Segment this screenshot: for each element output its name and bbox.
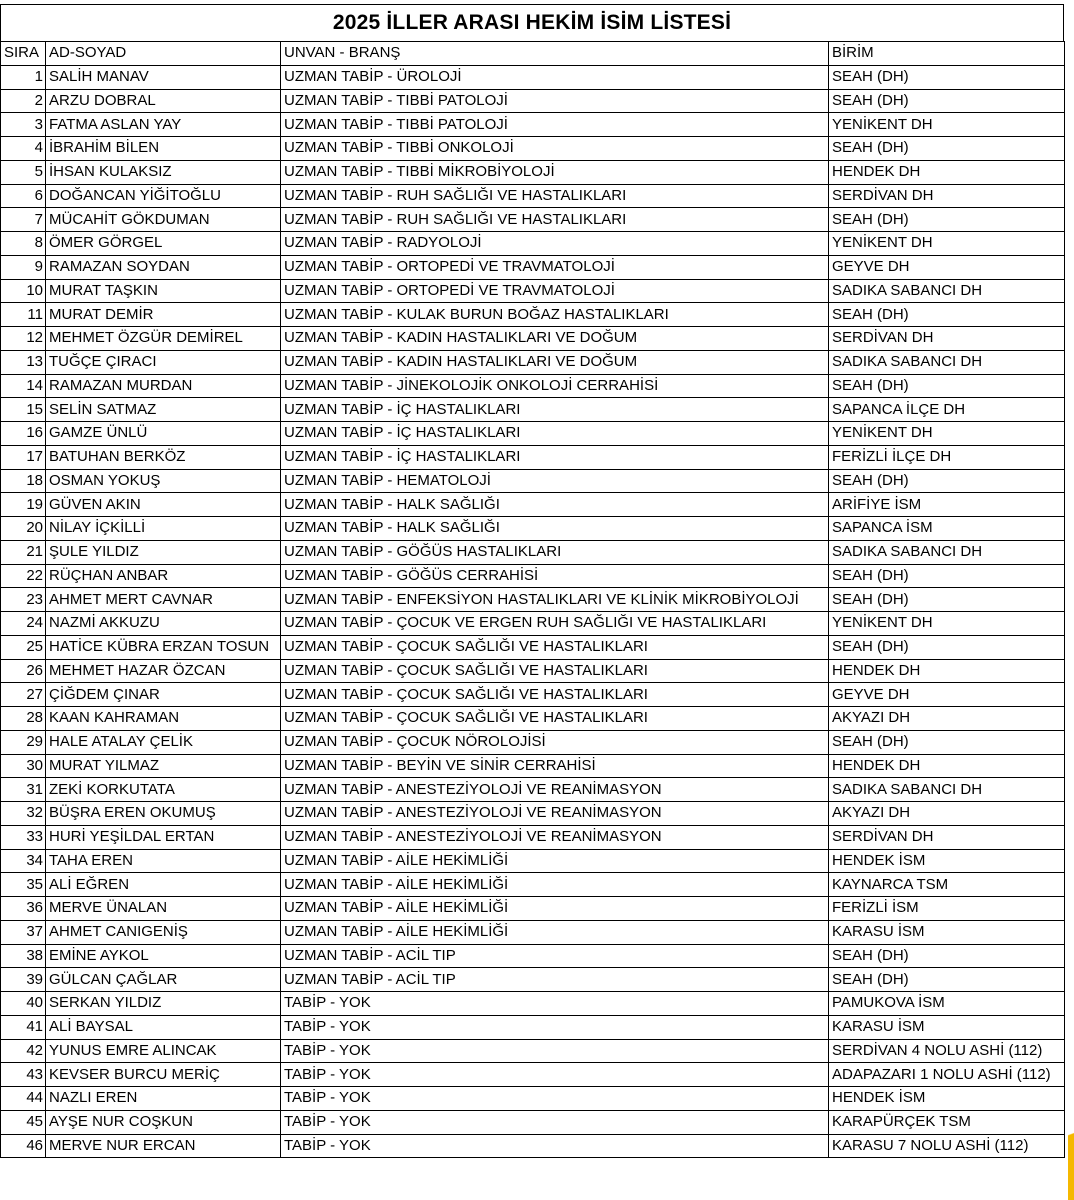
row-name-cell: GÜVEN AKIN [46, 493, 281, 517]
row-number-cell: 11 [1, 303, 46, 327]
row-birim-cell: SEAH (DH) [829, 374, 1065, 398]
row-name-cell: SALİH MANAV [46, 65, 281, 89]
row-name-cell: ZEKİ KORKUTATA [46, 778, 281, 802]
row-birim-cell: SERDİVAN 4 NOLU ASHİ (112) [829, 1039, 1065, 1063]
row-birim-cell: SEAH (DH) [829, 469, 1065, 493]
row-number-cell: 44 [1, 1087, 46, 1111]
row-unvan-cell: UZMAN TABİP - ORTOPEDİ VE TRAVMATOLOJİ [281, 279, 829, 303]
row-number-cell: 19 [1, 493, 46, 517]
row-name-cell: İHSAN KULAKSIZ [46, 160, 281, 184]
row-number-cell: 12 [1, 327, 46, 351]
row-name-cell: OSMAN YOKUŞ [46, 469, 281, 493]
table-row [1, 65, 1065, 89]
row-number-cell: 26 [1, 659, 46, 683]
row-unvan-cell: UZMAN TABİP - HALK SAĞLIĞI [281, 493, 829, 517]
table-row [1, 398, 1065, 422]
table-row [1, 873, 1065, 897]
row-unvan-cell: UZMAN TABİP - GÖĞÜS HASTALIKLARI [281, 540, 829, 564]
row-unvan-cell: UZMAN TABİP - ANESTEZİYOLOJİ VE REANİMASYON [281, 778, 829, 802]
row-number-cell: 36 [1, 897, 46, 921]
table-row [1, 1063, 1065, 1087]
row-birim-cell: SEAH (DH) [829, 635, 1065, 659]
table-row [1, 1015, 1065, 1039]
row-number-cell: 24 [1, 612, 46, 636]
row-birim-cell: PAMUKOVA İSM [829, 992, 1065, 1016]
table-row [1, 802, 1065, 826]
row-unvan-cell: UZMAN TABİP - ÇOCUK SAĞLIĞI VE HASTALIKLARI [281, 659, 829, 683]
row-number-cell: 28 [1, 707, 46, 731]
table-row [1, 1134, 1065, 1158]
row-birim-cell: SEAH (DH) [829, 208, 1065, 232]
table-row [1, 635, 1065, 659]
row-birim-cell: ADAPAZARI 1 NOLU ASHİ (112) [829, 1063, 1065, 1087]
row-birim-cell: HENDEK İSM [829, 849, 1065, 873]
row-unvan-cell: UZMAN TABİP - AİLE HEKİMLİĞİ [281, 897, 829, 921]
row-unvan-cell: UZMAN TABİP - TIBBİ ONKOLOJİ [281, 137, 829, 161]
row-birim-cell: SERDİVAN DH [829, 327, 1065, 351]
row-number-cell: 46 [1, 1134, 46, 1158]
table-row [1, 564, 1065, 588]
table-row [1, 422, 1065, 446]
row-unvan-cell: TABİP - YOK [281, 1063, 829, 1087]
row-name-cell: MERVE NUR ERCAN [46, 1134, 281, 1158]
table-row [1, 659, 1065, 683]
row-name-cell: TAHA EREN [46, 849, 281, 873]
row-unvan-cell: UZMAN TABİP - RUH SAĞLIĞI VE HASTALIKLARI [281, 184, 829, 208]
table-row [1, 825, 1065, 849]
row-unvan-cell: UZMAN TABİP - ÇOCUK SAĞLIĞI VE HASTALIKLARI [281, 683, 829, 707]
table-row [1, 184, 1065, 208]
accent-corner-mark [1068, 1098, 1074, 1200]
table-row [1, 445, 1065, 469]
table-body [1, 65, 1065, 1158]
row-unvan-cell: UZMAN TABİP - ANESTEZİYOLOJİ VE REANİMASYON [281, 825, 829, 849]
row-name-cell: RAMAZAN MURDAN [46, 374, 281, 398]
row-name-cell: GAMZE ÜNLÜ [46, 422, 281, 446]
row-name-cell: MEHMET ÖZGÜR DEMİREL [46, 327, 281, 351]
row-birim-cell: KARAPÜRÇEK TSM [829, 1110, 1065, 1134]
row-name-cell: RÜÇHAN ANBAR [46, 564, 281, 588]
row-name-cell: NAZLI EREN [46, 1087, 281, 1111]
row-name-cell: MURAT TAŞKIN [46, 279, 281, 303]
row-name-cell: ALİ BAYSAL [46, 1015, 281, 1039]
row-number-cell: 9 [1, 255, 46, 279]
row-unvan-cell: TABİP - YOK [281, 1039, 829, 1063]
row-birim-cell: SADIKA SABANCI DH [829, 279, 1065, 303]
row-unvan-cell: UZMAN TABİP - ORTOPEDİ VE TRAVMATOLOJİ [281, 255, 829, 279]
row-number-cell: 4 [1, 137, 46, 161]
table-row [1, 968, 1065, 992]
row-unvan-cell: UZMAN TABİP - HEMATOLOJİ [281, 469, 829, 493]
row-name-cell: BATUHAN BERKÖZ [46, 445, 281, 469]
row-birim-cell: SAPANCA İLÇE DH [829, 398, 1065, 422]
table-row [1, 730, 1065, 754]
row-name-cell: MURAT DEMİR [46, 303, 281, 327]
row-name-cell: MÜCAHİT GÖKDUMAN [46, 208, 281, 232]
row-number-cell: 6 [1, 184, 46, 208]
table-row [1, 1110, 1065, 1134]
row-name-cell: İBRAHİM BİLEN [46, 137, 281, 161]
row-name-cell: KAAN KAHRAMAN [46, 707, 281, 731]
row-birim-cell: SERDİVAN DH [829, 184, 1065, 208]
row-number-cell: 27 [1, 683, 46, 707]
row-name-cell: DOĞANCAN YİĞİTOĞLU [46, 184, 281, 208]
row-birim-cell: YENİKENT DH [829, 612, 1065, 636]
table-row [1, 540, 1065, 564]
header-sira: SIRA [1, 42, 46, 66]
row-unvan-cell: UZMAN TABİP - ÜROLOJİ [281, 65, 829, 89]
row-number-cell: 39 [1, 968, 46, 992]
row-name-cell: EMİNE AYKOL [46, 944, 281, 968]
row-number-cell: 8 [1, 232, 46, 256]
row-name-cell: AYŞE NUR COŞKUN [46, 1110, 281, 1134]
row-unvan-cell: TABİP - YOK [281, 992, 829, 1016]
row-unvan-cell: UZMAN TABİP - ÇOCUK NÖROLOJİSİ [281, 730, 829, 754]
row-number-cell: 3 [1, 113, 46, 137]
row-unvan-cell: TABİP - YOK [281, 1110, 829, 1134]
row-unvan-cell: UZMAN TABİP - HALK SAĞLIĞI [281, 517, 829, 541]
table-row [1, 232, 1065, 256]
row-number-cell: 35 [1, 873, 46, 897]
row-birim-cell: SEAH (DH) [829, 730, 1065, 754]
row-name-cell: FATMA ASLAN YAY [46, 113, 281, 137]
row-number-cell: 17 [1, 445, 46, 469]
row-unvan-cell: UZMAN TABİP - KULAK BURUN BOĞAZ HASTALIKLARI [281, 303, 829, 327]
table-row [1, 754, 1065, 778]
row-number-cell: 31 [1, 778, 46, 802]
row-number-cell: 16 [1, 422, 46, 446]
table-row [1, 350, 1065, 374]
row-number-cell: 23 [1, 588, 46, 612]
row-unvan-cell: UZMAN TABİP - KADIN HASTALIKLARI VE DOĞUM [281, 350, 829, 374]
row-number-cell: 2 [1, 89, 46, 113]
row-birim-cell: GEYVE DH [829, 255, 1065, 279]
row-unvan-cell: UZMAN TABİP - İÇ HASTALIKLARI [281, 398, 829, 422]
row-birim-cell: YENİKENT DH [829, 113, 1065, 137]
row-number-cell: 32 [1, 802, 46, 826]
row-number-cell: 13 [1, 350, 46, 374]
row-unvan-cell: UZMAN TABİP - TIBBİ MİKROBİYOLOJİ [281, 160, 829, 184]
row-unvan-cell: UZMAN TABİP - RADYOLOJİ [281, 232, 829, 256]
row-unvan-cell: UZMAN TABİP - ENFEKSİYON HASTALIKLARI VE KLİNİK MİKROBİYOLOJİ [281, 588, 829, 612]
row-name-cell: HALE ATALAY ÇELİK [46, 730, 281, 754]
row-unvan-cell: UZMAN TABİP - ANESTEZİYOLOJİ VE REANİMASYON [281, 802, 829, 826]
row-birim-cell: SEAH (DH) [829, 65, 1065, 89]
row-number-cell: 41 [1, 1015, 46, 1039]
row-unvan-cell: UZMAN TABİP - AİLE HEKİMLİĞİ [281, 873, 829, 897]
table-row [1, 208, 1065, 232]
table-row [1, 944, 1065, 968]
row-unvan-cell: UZMAN TABİP - İÇ HASTALIKLARI [281, 422, 829, 446]
table-row [1, 778, 1065, 802]
row-birim-cell: KAYNARCA TSM [829, 873, 1065, 897]
row-name-cell: AHMET MERT CAVNAR [46, 588, 281, 612]
row-unvan-cell: UZMAN TABİP - AİLE HEKİMLİĞİ [281, 920, 829, 944]
table-row [1, 255, 1065, 279]
row-name-cell: ALİ EĞREN [46, 873, 281, 897]
header-name: AD-SOYAD [46, 42, 281, 66]
row-name-cell: ŞULE YILDIZ [46, 540, 281, 564]
header-row [1, 42, 1065, 66]
row-birim-cell: HENDEK DH [829, 659, 1065, 683]
table-row [1, 89, 1065, 113]
table-row [1, 303, 1065, 327]
row-number-cell: 30 [1, 754, 46, 778]
row-unvan-cell: UZMAN TABİP - KADIN HASTALIKLARI VE DOĞUM [281, 327, 829, 351]
row-birim-cell: YENİKENT DH [829, 422, 1065, 446]
row-birim-cell: KARASU İSM [829, 1015, 1065, 1039]
row-unvan-cell: UZMAN TABİP - ACİL TIP [281, 968, 829, 992]
row-birim-cell: KARASU İSM [829, 920, 1065, 944]
table-row [1, 137, 1065, 161]
row-unvan-cell: TABİP - YOK [281, 1015, 829, 1039]
row-number-cell: 42 [1, 1039, 46, 1063]
row-name-cell: RAMAZAN SOYDAN [46, 255, 281, 279]
table-row [1, 920, 1065, 944]
table-row [1, 897, 1065, 921]
row-number-cell: 21 [1, 540, 46, 564]
row-number-cell: 14 [1, 374, 46, 398]
table-row [1, 612, 1065, 636]
row-birim-cell: FERİZLİ İLÇE DH [829, 445, 1065, 469]
row-number-cell: 33 [1, 825, 46, 849]
row-unvan-cell: UZMAN TABİP - JİNEKOLOJİK ONKOLOJİ CERRAHİSİ [281, 374, 829, 398]
row-name-cell: BÜŞRA EREN OKUMUŞ [46, 802, 281, 826]
row-birim-cell: SEAH (DH) [829, 137, 1065, 161]
row-birim-cell: HENDEK İSM [829, 1087, 1065, 1111]
row-name-cell: HATİCE KÜBRA ERZAN TOSUN [46, 635, 281, 659]
row-name-cell: KEVSER BURCU MERİÇ [46, 1063, 281, 1087]
row-number-cell: 29 [1, 730, 46, 754]
row-birim-cell: SADIKA SABANCI DH [829, 540, 1065, 564]
row-name-cell: MERVE ÜNALAN [46, 897, 281, 921]
table-row [1, 992, 1065, 1016]
table-row [1, 279, 1065, 303]
row-name-cell: HURİ YEŞİLDAL ERTAN [46, 825, 281, 849]
row-number-cell: 38 [1, 944, 46, 968]
row-birim-cell: GEYVE DH [829, 683, 1065, 707]
row-number-cell: 15 [1, 398, 46, 422]
table-row [1, 160, 1065, 184]
row-birim-cell: FERİZLİ İSM [829, 897, 1065, 921]
table-row [1, 517, 1065, 541]
row-unvan-cell: UZMAN TABİP - AİLE HEKİMLİĞİ [281, 849, 829, 873]
row-name-cell: AHMET CANIGENİŞ [46, 920, 281, 944]
row-unvan-cell: TABİP - YOK [281, 1134, 829, 1158]
row-number-cell: 7 [1, 208, 46, 232]
row-unvan-cell: UZMAN TABİP - BEYİN VE SİNİR CERRAHİSİ [281, 754, 829, 778]
row-name-cell: MURAT YILMAZ [46, 754, 281, 778]
row-unvan-cell: UZMAN TABİP - İÇ HASTALIKLARI [281, 445, 829, 469]
row-name-cell: ARZU DOBRAL [46, 89, 281, 113]
row-unvan-cell: UZMAN TABİP - ÇOCUK SAĞLIĞI VE HASTALIKLARI [281, 707, 829, 731]
row-unvan-cell: UZMAN TABİP - ÇOCUK VE ERGEN RUH SAĞLIĞI VE HASTALIKLARI [281, 612, 829, 636]
row-number-cell: 43 [1, 1063, 46, 1087]
row-birim-cell: SEAH (DH) [829, 89, 1065, 113]
table-row [1, 683, 1065, 707]
row-name-cell: ÖMER GÖRGEL [46, 232, 281, 256]
row-name-cell: NİLAY İÇKİLLİ [46, 517, 281, 541]
row-name-cell: SELİN SATMAZ [46, 398, 281, 422]
row-unvan-cell: UZMAN TABİP - ÇOCUK SAĞLIĞI VE HASTALIKLARI [281, 635, 829, 659]
row-birim-cell: HENDEK DH [829, 754, 1065, 778]
row-name-cell: MEHMET HAZAR ÖZCAN [46, 659, 281, 683]
row-name-cell: SERKAN YILDIZ [46, 992, 281, 1016]
row-birim-cell: SADIKA SABANCI DH [829, 778, 1065, 802]
row-name-cell: GÜLCAN ÇAĞLAR [46, 968, 281, 992]
row-number-cell: 20 [1, 517, 46, 541]
row-number-cell: 34 [1, 849, 46, 873]
row-birim-cell: SEAH (DH) [829, 588, 1065, 612]
table-row [1, 113, 1065, 137]
row-name-cell: ÇİĞDEM ÇINAR [46, 683, 281, 707]
row-name-cell: TUĞÇE ÇIRACI [46, 350, 281, 374]
row-birim-cell: KARASU 7 NOLU ASHİ (112) [829, 1134, 1065, 1158]
table-row [1, 1087, 1065, 1111]
header-birim: BİRİM [829, 42, 1065, 66]
row-number-cell: 5 [1, 160, 46, 184]
table-row [1, 374, 1065, 398]
row-unvan-cell: UZMAN TABİP - ACİL TIP [281, 944, 829, 968]
row-birim-cell: YENİKENT DH [829, 232, 1065, 256]
page-title: 2025 İLLER ARASI HEKİM İSİM LİSTESİ [332, 11, 732, 34]
row-birim-cell: AKYAZI DH [829, 802, 1065, 826]
table-row [1, 707, 1065, 731]
row-birim-cell: SADIKA SABANCI DH [829, 350, 1065, 374]
row-unvan-cell: TABİP - YOK [281, 1087, 829, 1111]
table-row [1, 493, 1065, 517]
table-row [1, 469, 1065, 493]
row-birim-cell: SEAH (DH) [829, 968, 1065, 992]
row-number-cell: 22 [1, 564, 46, 588]
row-birim-cell: SEAH (DH) [829, 944, 1065, 968]
row-number-cell: 1 [1, 65, 46, 89]
row-number-cell: 40 [1, 992, 46, 1016]
row-name-cell: NAZMİ AKKUZU [46, 612, 281, 636]
title-row [0, 4, 1064, 41]
row-unvan-cell: UZMAN TABİP - GÖĞÜS CERRAHİSİ [281, 564, 829, 588]
table-row [1, 327, 1065, 351]
row-birim-cell: AKYAZI DH [829, 707, 1065, 731]
row-number-cell: 25 [1, 635, 46, 659]
row-birim-cell: SEAH (DH) [829, 564, 1065, 588]
row-birim-cell: SERDİVAN DH [829, 825, 1065, 849]
row-unvan-cell: UZMAN TABİP - RUH SAĞLIĞI VE HASTALIKLARI [281, 208, 829, 232]
row-number-cell: 18 [1, 469, 46, 493]
row-number-cell: 45 [1, 1110, 46, 1134]
table-row [1, 849, 1065, 873]
row-name-cell: YUNUS EMRE ALINCAK [46, 1039, 281, 1063]
row-number-cell: 37 [1, 920, 46, 944]
row-birim-cell: SEAH (DH) [829, 303, 1065, 327]
physician-table [0, 41, 1065, 1158]
row-unvan-cell: UZMAN TABİP - TIBBİ PATOLOJİ [281, 113, 829, 137]
table-row [1, 1039, 1065, 1063]
header-unvan: UNVAN - BRANŞ [281, 42, 829, 66]
row-birim-cell: HENDEK DH [829, 160, 1065, 184]
row-birim-cell: SAPANCA İSM [829, 517, 1065, 541]
row-unvan-cell: UZMAN TABİP - TIBBİ PATOLOJİ [281, 89, 829, 113]
table-row [1, 588, 1065, 612]
row-number-cell: 10 [1, 279, 46, 303]
row-birim-cell: ARİFİYE İSM [829, 493, 1065, 517]
